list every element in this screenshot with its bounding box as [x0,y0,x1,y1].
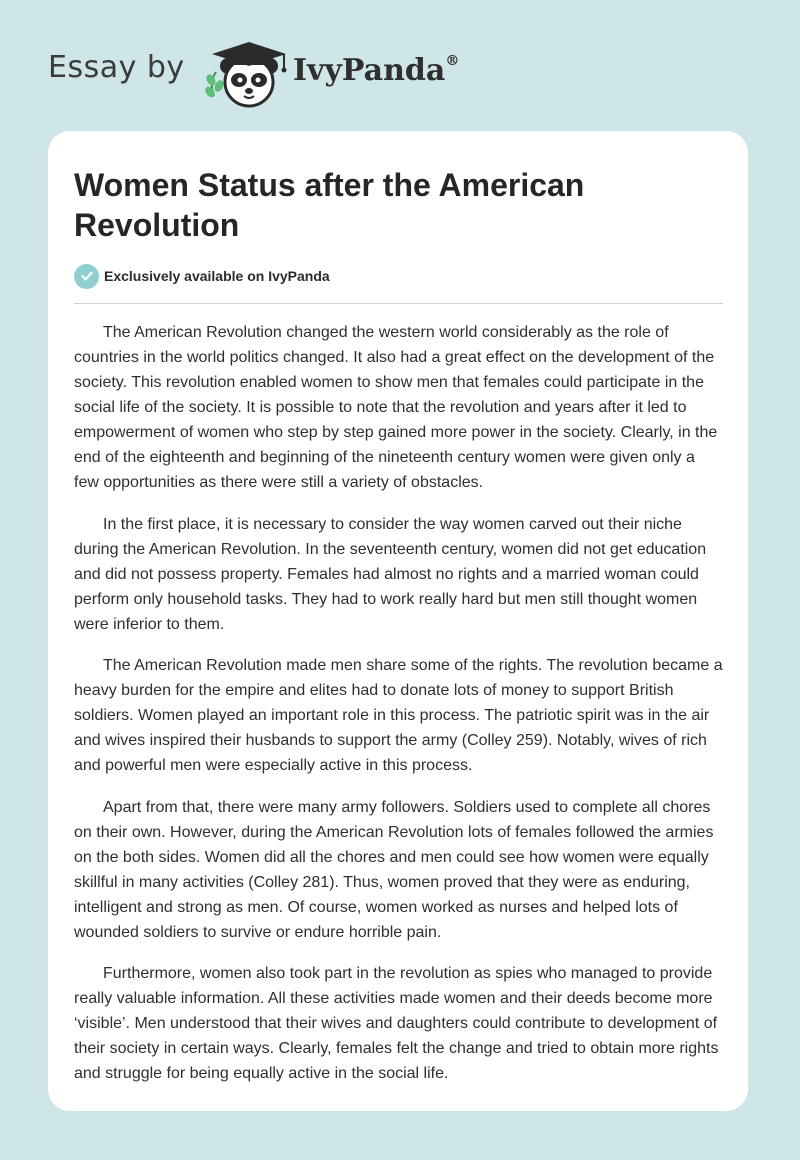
exclusive-badge [74,263,330,289]
paragraph: The American Revolution changed the western world considerably as the role of countries in the world politics changed. It also had a great effect on the development of the society. This revolution enabled women to show men that females could participate in the social life of the society. It is possible to note that the revolution and years after it led to empowerment of women who step by step gained more power in the society. Clearly, in the end of the eighteenth and beginning of the nineteenth century women were given only a few opportunities as there were still a variety of obstacles. [74,324,718,491]
paragraph: Apart from that, there were many army followers. Soldiers used to complete all chores on their own. However, during the American Revolution lots of females followed the armies on the both sides. Women did all the chores and men could see how women were equally skillful in many activities (Colley 281). Thus, women proved that they were as enduring, intelligent and strong as men. Of course, women worked as nurses and helped lots of wounded soldiers to survive or endure horrible pain. [74,798,714,941]
check-circle-icon [74,264,99,289]
essay-title: Women Status after the American Revolution [74,167,585,243]
paragraph: The American Revolution made men share some of the rights. The revolution became a heavy burden for the empire and elites had to donate lots of money to support British soldiers. Women played an important role in this process. The patriotic spirit was in the air and wives inspired their husbands to support the army (Colley 259). Notably, wives of rich and powerful men were especially active in this process. [74,657,723,774]
paragraph: Furthermore, women also took part in the revolution as spies who managed to provide really valuable information. All these activities made women and their deeds become more ‘visible’. Men understood that their wives and daughters could contribute to development of their society in certain ways. Clearly, females felt the change and tried to obtain more rights and struggle for being equally active in the social life. [74,965,719,1082]
paragraph: In the first place, it is necessary to consider the way women carved out their niche during the American Revolution. In the seventeenth century, women did not get education and did not possess property. Females had almost no rights and a married woman could perform only household tasks. They had to work really hard but men still thought women were inferior to them. [74,515,707,633]
essay-by-label: Essay by [48,50,185,85]
exclusive-badge-label: Exclusively available on IvyPanda [104,268,330,284]
panda-graduate-icon[interactable] [200,36,296,110]
title-divider [74,303,723,304]
site-header [0,0,800,130]
registered-mark: ® [445,53,460,69]
essay-body [74,320,724,1103]
brand-name[interactable]: IvyPanda® [293,53,460,88]
essay-card [48,131,748,1111]
